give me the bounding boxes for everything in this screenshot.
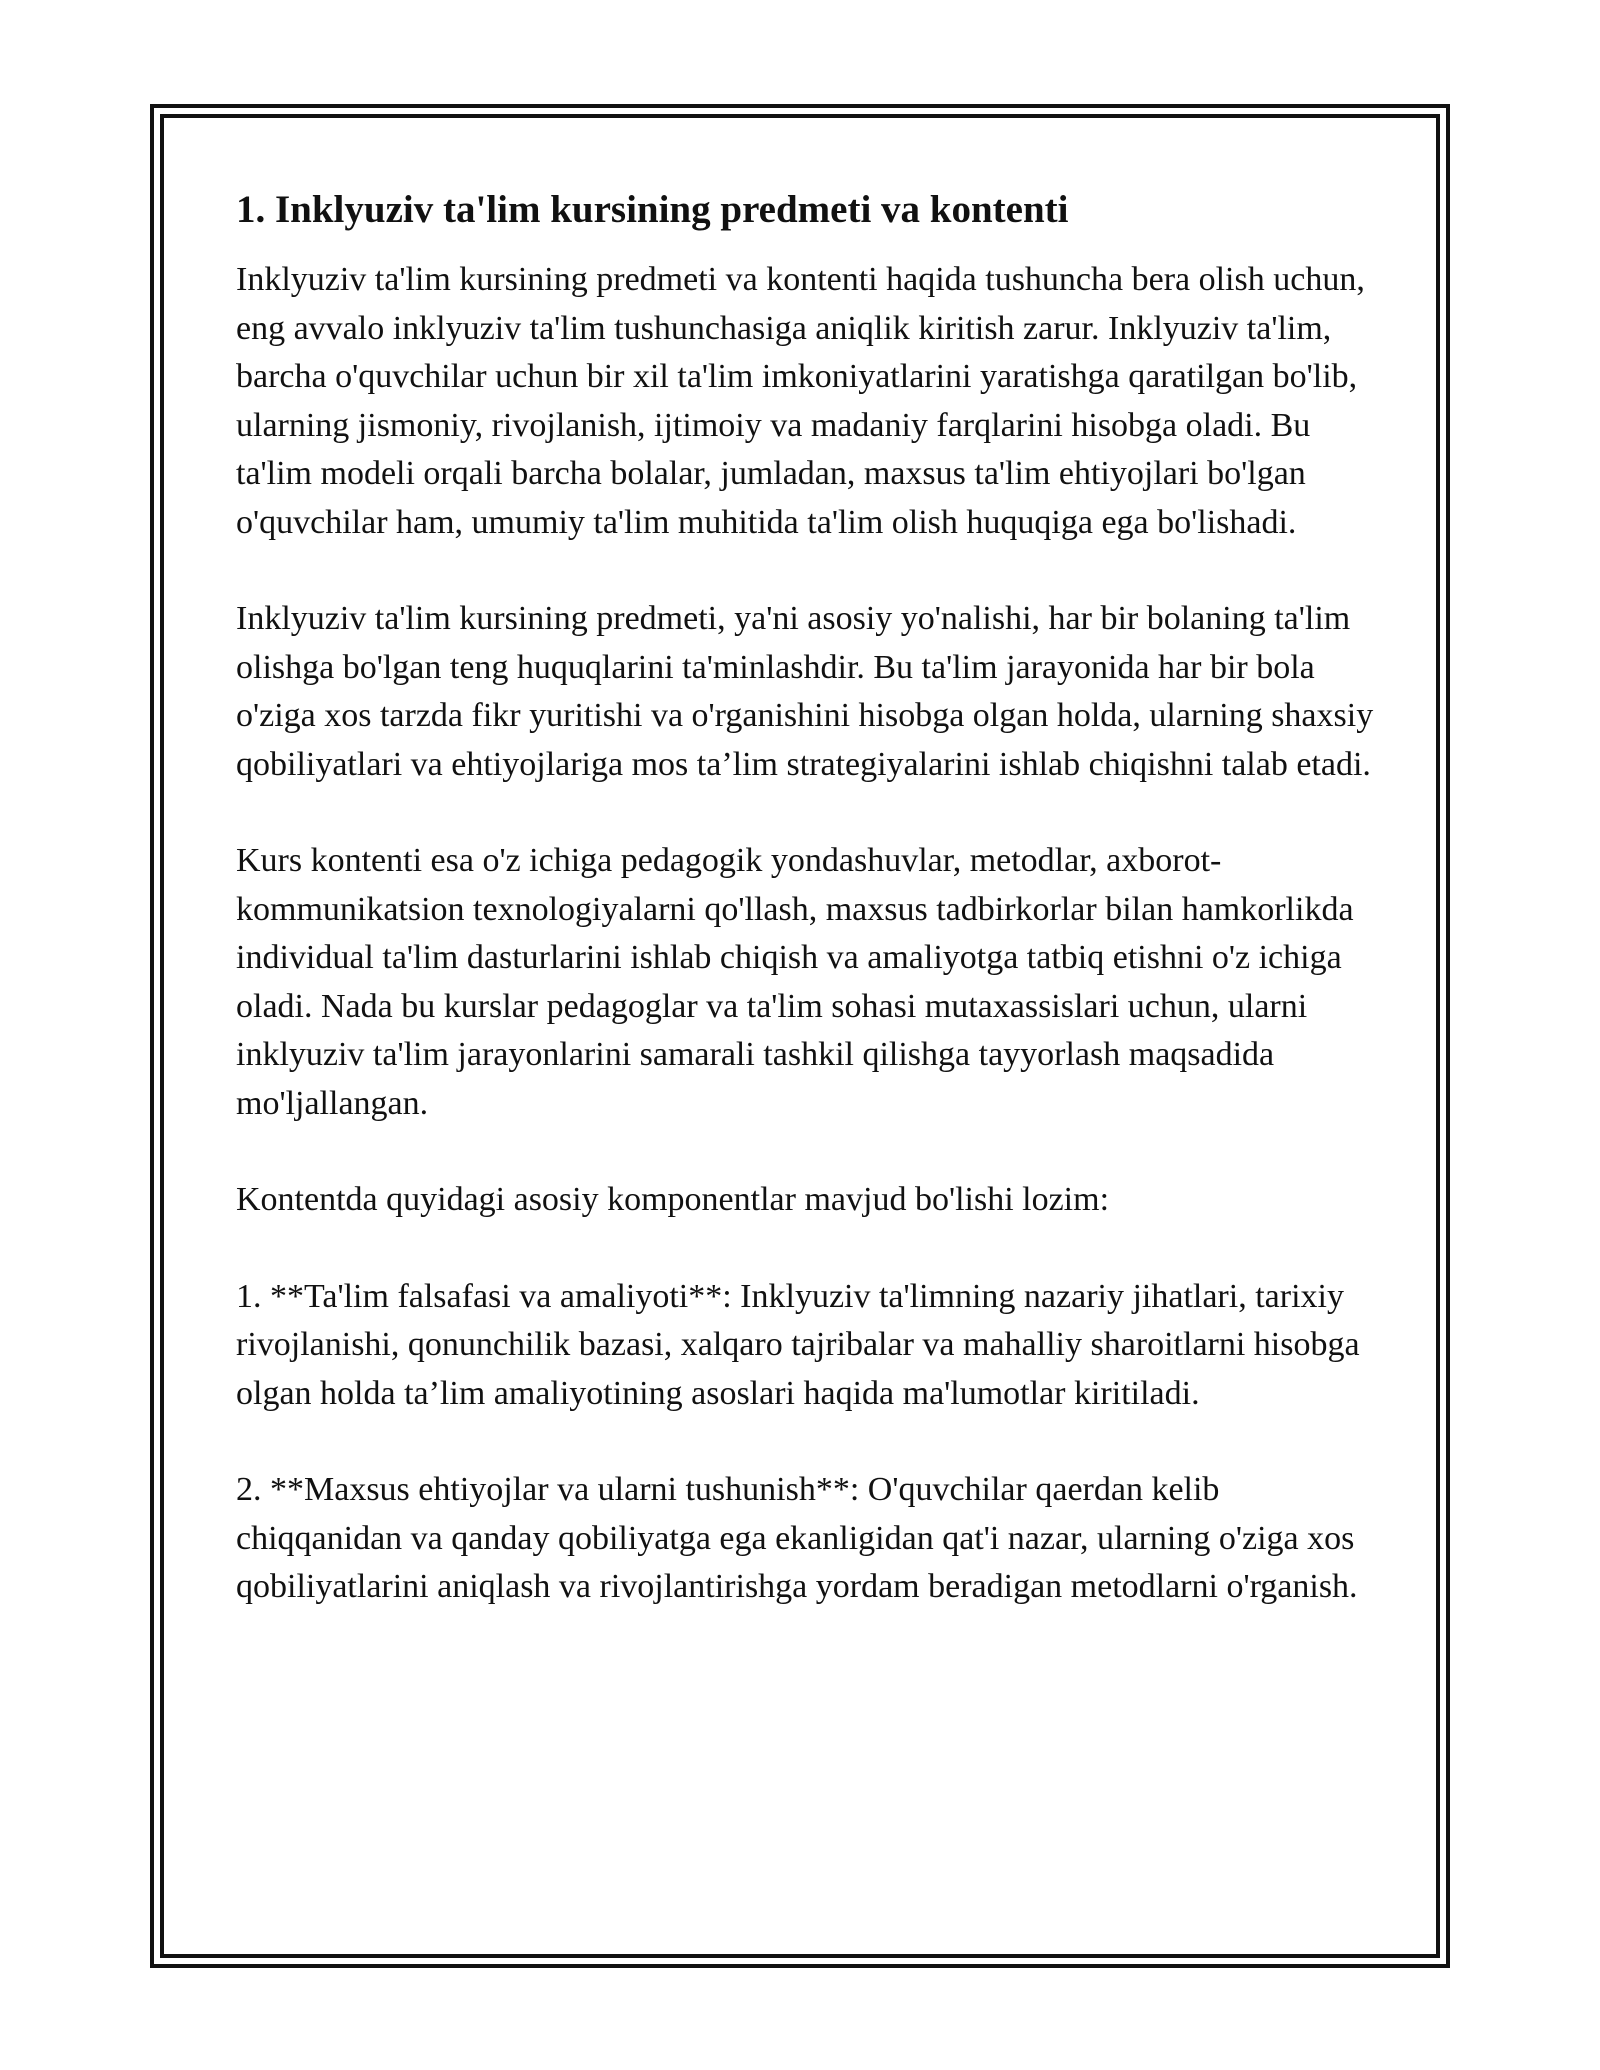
document-title: 1. Inklyuziv ta'lim kursining predmeti va kontenti [236,188,1069,231]
list-item-special-needs: 2. **Maxsus ehtiyojlar va ularni tushunish**: O'quvchilar qaerdan kelib chiqqanidan va qanday qobiliyatga ega ekanligidan qat'i nazar, ularning o'ziga xos qobiliyatlarini aniqlash va rivojlantirishga yordam beradigan metodlarni o'rganish. [236,1471,1358,1605]
paragraph-subject: Inklyuziv ta'lim kursining predmeti, ya'ni asosiy yo'nalishi, har bir bolaning ta'lim olishga bo'lgan teng huquqlarini ta'minlashdir. Bu ta'lim jarayonida har bir bola o'ziga xos tarzda fikr yuritishi va o'rganishini hisobga olgan holda, ularning shaxsiy qobiliyatlari va ehtiyojlariga mos ta’lim strategiyalarini ishlab chiqishni talab etadi. [236,600,1374,783]
list-item-philosophy: 1. **Ta'lim falsafasi va amaliyoti**: Inklyuziv ta'limning nazariy jihatlari, tarixiy rivojlanishi, qonunchilik bazasi, xalqaro tajribalar va mahalliy sharoitlarni hisobga olgan holda ta’lim amaliyotining asoslari haqida ma'lumotlar kiritiladi. [236,1277,1360,1412]
paragraph-components-intro: Kontentda quyidagi asosiy komponentlar mavjud bo'lishi lozim: [236,1181,1110,1218]
paragraph-intro: Inklyuziv ta'lim kursining predmeti va kontenti haqida tushuncha bera olish uchun, eng avvalo inklyuziv ta'lim tushunchasiga aniqlik kiritish zarur. Inklyuziv ta'lim, barcha o'quvchilar uchun bir xil ta'lim imkoniyatlarini yaratishga qaratilgan bo'lib, ularning jismoniy, rivojlanish, ijtimoiy va madaniy farqlarini hisobga oladi. Bu ta'lim modeli orqali barcha bolalar, jumladan, maxsus ta'lim ehtiyojlari bo'lgan o'quvchilar ham, umumiy ta'lim muhitida ta'lim olish huquqiga ega bo'lishadi. [236,261,1365,541]
document-body [236,186,1386,1660]
paragraph-content: Kurs kontenti esa o'z ichiga pedagogik yondashuvlar, metodlar, axborot-kommunikatsion texnologiyalarni qo'llash, maxsus tadbirkorlar bilan hamkorlikda individual ta'lim dasturlarini ishlab chiqish va amaliyotga tatbiq etishni o'z ichiga oladi. Nada bu kurslar pedagoglar va ta'lim sohasi mutaxassislari uchun, ularni inklyuziv ta'lim jarayonlarini samarali tashkil qilishga tayyorlash maqsadida mo'ljallangan. [236,842,1354,1122]
